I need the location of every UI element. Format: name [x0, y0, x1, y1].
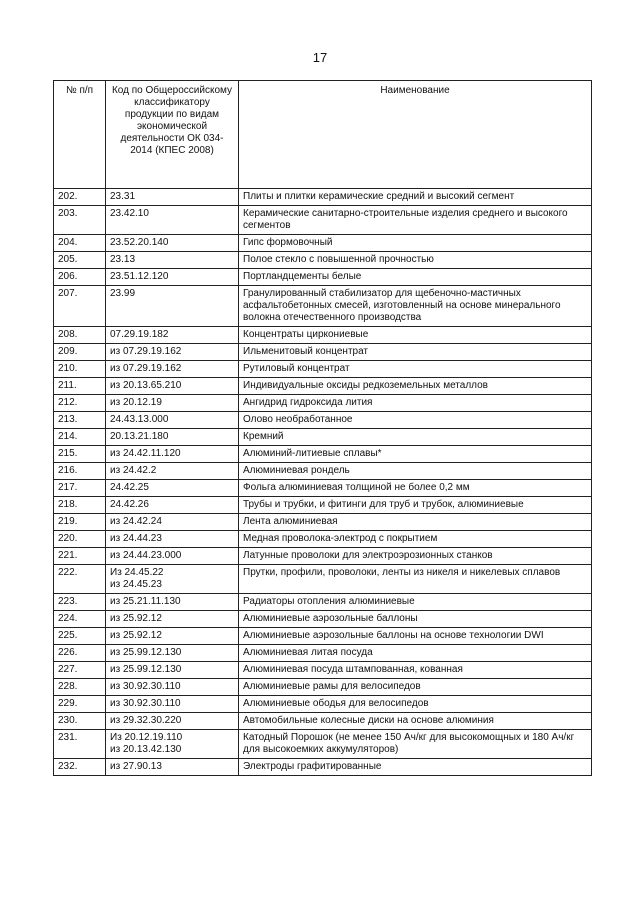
row-number: 230.: [54, 713, 106, 730]
row-code: [106, 269, 239, 286]
row-number: 222.: [54, 565, 106, 594]
row-name: Трубы и трубки, и фитинги для труб и трубок, алюминиевые: [239, 497, 592, 514]
table-row: [54, 696, 592, 713]
code-line: 24.42.26: [110, 499, 149, 510]
row-code: [106, 361, 239, 378]
table-row: [54, 395, 592, 412]
row-name: Рутиловый концентрат: [239, 361, 592, 378]
table-body: [54, 189, 592, 776]
row-code: [106, 645, 239, 662]
table-row: [54, 759, 592, 776]
code-line: 23.51.12.120: [110, 271, 169, 282]
table-row: [54, 429, 592, 446]
code-line: из 24.45.23: [110, 579, 162, 590]
row-code: [106, 189, 239, 206]
code-line: из 24.44.23: [110, 533, 162, 544]
row-code: [106, 395, 239, 412]
table-row: [54, 446, 592, 463]
table-row: [54, 497, 592, 514]
row-code: [106, 730, 239, 759]
header-num: № п/п: [54, 81, 106, 189]
code-line: 20.13.21.180: [110, 431, 169, 442]
code-line: 23.52.20.140: [110, 237, 169, 248]
table-row: [54, 679, 592, 696]
row-code: [106, 327, 239, 344]
row-code: [106, 206, 239, 235]
table-row: [54, 412, 592, 429]
row-code: [106, 679, 239, 696]
row-number: 216.: [54, 463, 106, 480]
row-number: 202.: [54, 189, 106, 206]
row-number: 203.: [54, 206, 106, 235]
row-code: [106, 548, 239, 565]
row-name: Медная проволока-электрод с покрытием: [239, 531, 592, 548]
code-line: из 20.12.19: [110, 397, 162, 408]
row-number: 218.: [54, 497, 106, 514]
row-number: 232.: [54, 759, 106, 776]
row-number: 229.: [54, 696, 106, 713]
row-name: Алюминиевая рондель: [239, 463, 592, 480]
code-line: из 25.21.11.130: [110, 596, 181, 607]
code-line: 07.29.19.182: [110, 329, 169, 340]
code-line: из 24.44.23.000: [110, 550, 182, 561]
row-code: [106, 713, 239, 730]
row-number: 225.: [54, 628, 106, 645]
table-row: [54, 713, 592, 730]
row-number: 231.: [54, 730, 106, 759]
row-name: Алюминиевые аэрозольные баллоны на основе технологии DWI: [239, 628, 592, 645]
table-row: [54, 531, 592, 548]
row-code: [106, 611, 239, 628]
table-header-row: [54, 81, 592, 189]
row-name: Прутки, профили, проволоки, ленты из никеля и никелевых сплавов: [239, 565, 592, 594]
row-name: Гипс формовочный: [239, 235, 592, 252]
table-row: [54, 252, 592, 269]
row-name: Ильменитовый концентрат: [239, 344, 592, 361]
row-code: [106, 696, 239, 713]
code-line: из 24.42.11.120: [110, 448, 181, 459]
table-row: [54, 480, 592, 497]
row-code: [106, 497, 239, 514]
row-number: 206.: [54, 269, 106, 286]
row-code: [106, 429, 239, 446]
row-number: 221.: [54, 548, 106, 565]
row-code: [106, 594, 239, 611]
table-row: [54, 611, 592, 628]
header-code: Код по Общероссийскому классификатору продукции по видам экономической деятельности ОК 034-2014 (КПЕС 2008): [106, 81, 239, 189]
row-name: Алюминиевые рамы для велосипедов: [239, 679, 592, 696]
code-line: Из 20.12.19.110: [110, 732, 183, 743]
code-line: из 27.90.13: [110, 761, 162, 772]
row-number: 213.: [54, 412, 106, 429]
row-name: Катодный Порошок (не менее 150 Ач/кг для высокомощных и 180 Ач/кг для высокоемких аккумуляторов): [239, 730, 592, 759]
row-number: 224.: [54, 611, 106, 628]
row-code: [106, 286, 239, 327]
row-name: Лента алюминиевая: [239, 514, 592, 531]
code-line: из 30.92.30.110: [110, 681, 181, 692]
code-line: из 07.29.19.162: [110, 363, 182, 374]
table-row: [54, 206, 592, 235]
row-name: Ангидрид гидроксида лития: [239, 395, 592, 412]
table-row: [54, 269, 592, 286]
code-line: из 20.13.65.210: [110, 380, 182, 391]
row-code: [106, 235, 239, 252]
row-name: Портландцементы белые: [239, 269, 592, 286]
row-code: [106, 378, 239, 395]
table-row: [54, 594, 592, 611]
code-line: из 24.42.24: [110, 516, 162, 527]
row-name: Олово необработанное: [239, 412, 592, 429]
row-name: Плиты и плитки керамические средний и высокий сегмент: [239, 189, 592, 206]
code-line: из 20.13.42.130: [110, 744, 182, 755]
row-number: 205.: [54, 252, 106, 269]
row-code: [106, 662, 239, 679]
row-name: Алюминий-литиевые сплавы*: [239, 446, 592, 463]
row-code: [106, 446, 239, 463]
code-line: 24.42.25: [110, 482, 149, 493]
code-line: Из 24.45.22: [110, 567, 164, 578]
table-row: [54, 378, 592, 395]
products-table: [53, 80, 592, 776]
row-name: Автомобильные колесные диски на основе алюминия: [239, 713, 592, 730]
row-name: Фольга алюминиевая толщиной не более 0,2 мм: [239, 480, 592, 497]
row-number: 219.: [54, 514, 106, 531]
row-number: 217.: [54, 480, 106, 497]
table-row: [54, 628, 592, 645]
row-number: 210.: [54, 361, 106, 378]
code-line: 23.99: [110, 288, 136, 299]
row-code: [106, 412, 239, 429]
code-line: из 25.92.12: [110, 613, 162, 624]
row-name: Алюминиевые ободья для велосипедов: [239, 696, 592, 713]
row-code: [106, 759, 239, 776]
row-code: [106, 565, 239, 594]
row-number: 212.: [54, 395, 106, 412]
row-code: [106, 531, 239, 548]
row-code: [106, 344, 239, 361]
row-code: [106, 514, 239, 531]
code-line: 23.42.10: [110, 208, 149, 219]
table-row: [54, 730, 592, 759]
row-number: 220.: [54, 531, 106, 548]
code-line: 23.13: [110, 254, 136, 265]
table-row: [54, 548, 592, 565]
table-row: [54, 327, 592, 344]
row-code: [106, 628, 239, 645]
row-name: Латунные проволоки для электроэрозионных станков: [239, 548, 592, 565]
row-number: 207.: [54, 286, 106, 327]
row-code: [106, 252, 239, 269]
row-number: 204.: [54, 235, 106, 252]
code-line: 24.43.13.000: [110, 414, 169, 425]
row-number: 223.: [54, 594, 106, 611]
page-number: 17: [312, 50, 328, 65]
row-name: Электроды графитированные: [239, 759, 592, 776]
table-row: [54, 463, 592, 480]
row-name: Алюминиевая посуда штампованная, кованная: [239, 662, 592, 679]
header-name: Наименование: [239, 81, 592, 189]
row-code: [106, 480, 239, 497]
table-row: [54, 189, 592, 206]
row-name: Полое стекло с повышенной прочностью: [239, 252, 592, 269]
code-line: из 07.29.19.162: [110, 346, 182, 357]
row-number: 226.: [54, 645, 106, 662]
row-code: [106, 463, 239, 480]
table-row: [54, 344, 592, 361]
table-row: [54, 514, 592, 531]
row-number: 208.: [54, 327, 106, 344]
table-row: [54, 565, 592, 594]
row-number: 209.: [54, 344, 106, 361]
row-number: 227.: [54, 662, 106, 679]
row-name: Индивидуальные оксиды редкоземельных металлов: [239, 378, 592, 395]
code-line: 23.31: [110, 191, 136, 202]
table-row: [54, 361, 592, 378]
code-line: из 25.99.12.130: [110, 664, 182, 675]
row-name: Алюминиевая литая посуда: [239, 645, 592, 662]
table-row: [54, 235, 592, 252]
row-name: Алюминиевые аэрозольные баллоны: [239, 611, 592, 628]
table-row: [54, 662, 592, 679]
code-line: из 30.92.30.110: [110, 698, 181, 709]
code-line: из 25.92.12: [110, 630, 162, 641]
row-name: Радиаторы отопления алюминиевые: [239, 594, 592, 611]
row-name: Кремний: [239, 429, 592, 446]
code-line: из 25.99.12.130: [110, 647, 182, 658]
row-number: 211.: [54, 378, 106, 395]
row-number: 215.: [54, 446, 106, 463]
code-line: из 29.32.30.220: [110, 715, 182, 726]
code-line: из 24.42.2: [110, 465, 157, 476]
row-name: Гранулированный стабилизатор для щебеночно-мастичных асфальтобетонных смесей, изготовленный на основе минерального волокна отечественного производства: [239, 286, 592, 327]
table-row: [54, 286, 592, 327]
row-number: 214.: [54, 429, 106, 446]
table-row: [54, 645, 592, 662]
row-number: 228.: [54, 679, 106, 696]
row-name: Керамические санитарно-строительные изделия среднего и высокого сегментов: [239, 206, 592, 235]
row-name: Концентраты циркониевые: [239, 327, 592, 344]
